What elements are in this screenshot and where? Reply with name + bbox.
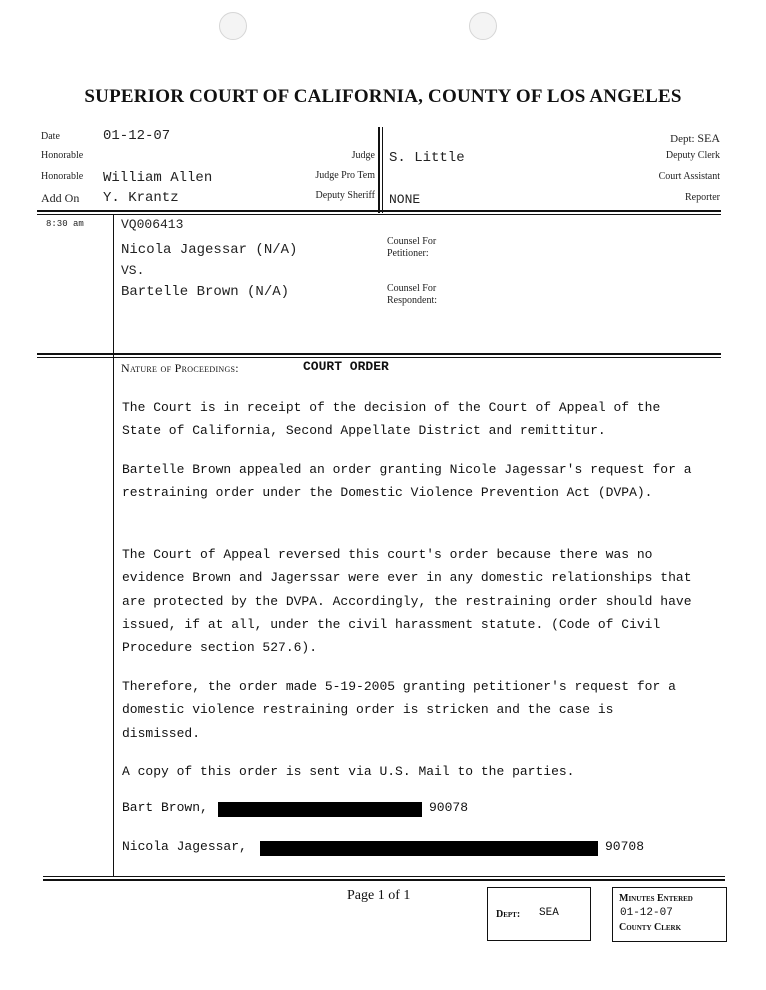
add-on-label: Add On xyxy=(41,191,80,205)
counsel-for-respondent xyxy=(387,283,437,307)
page-number: Page 1 of 1 xyxy=(347,888,411,903)
counsel-label: Petitioner: xyxy=(387,248,429,259)
dept-label: Dept: xyxy=(670,133,695,145)
footer-dept-value: SEA xyxy=(539,907,559,919)
punch-hole-left xyxy=(219,12,247,40)
recipient-zip: 90078 xyxy=(429,800,469,815)
county-clerk-label: County Clerk xyxy=(619,922,682,933)
minutes-entered-label: Minutes Entered xyxy=(619,893,693,904)
minutes-entered-date: 01-12-07 xyxy=(620,907,673,919)
court-title: SUPERIOR COURT OF CALIFORNIA, COUNTY OF LOS ANGELES xyxy=(84,86,682,107)
order-paragraph: Therefore, the order made 5-19-2005 granting petitioner's request for a domestic violence restraining order is stricken and the case is dismissed. xyxy=(122,679,676,741)
reporter-label: Reporter xyxy=(685,192,720,203)
proceedings-type: COURT ORDER xyxy=(303,359,389,374)
case-number: VQ006413 xyxy=(121,217,184,232)
rule xyxy=(43,876,725,877)
counsel-label: Counsel For xyxy=(387,283,437,294)
honorable-label: Honorable xyxy=(41,171,84,182)
counsel-label: Counsel For xyxy=(387,236,437,247)
judge-label: Judge xyxy=(351,150,375,161)
respondent-name: Bartelle Brown (N/A) xyxy=(121,284,290,300)
judge-value: S. Little xyxy=(389,150,465,166)
deputy-sheriff-label: Deputy Sheriff xyxy=(315,190,375,201)
order-paragraph: The Court of Appeal reversed this court's order because there was no evidence Brown and Jagerssar were ever in any domestic relationships that are protected by the DVPA. Accordingly, the restraining order should have issued, if at all, under the civil harassment statute. (Code of Civil Procedure section 527.6). xyxy=(122,547,692,656)
recipient-name: Bart Brown, xyxy=(122,800,208,815)
court-assistant-label: Court Assistant xyxy=(658,171,720,182)
order-paragraph: A copy of this order is sent via U.S. Mail to the parties. xyxy=(122,764,575,779)
rule xyxy=(37,353,721,355)
recipient-zip: 90708 xyxy=(605,839,645,854)
order-paragraph: Bartelle Brown appealed an order granting Nicole Jagessar's request for a restraining order under the Domestic Violence Prevention Act (DVPA). xyxy=(122,462,692,501)
redacted-address xyxy=(260,841,598,856)
redacted-address xyxy=(218,802,422,817)
dept-value: SEA xyxy=(697,131,720,145)
punch-hole-right xyxy=(469,12,497,40)
margin-line xyxy=(113,215,114,877)
date-label: Date xyxy=(41,131,60,142)
rule xyxy=(43,879,725,881)
rule xyxy=(37,210,721,212)
deputy-sheriff-value: NONE xyxy=(389,192,421,207)
counsel-label: Respondent: xyxy=(387,295,437,306)
versus: VS. xyxy=(121,263,145,278)
case-time: 8:30 am xyxy=(46,219,84,229)
dept-field xyxy=(670,131,720,146)
judge-pro-tem-label: Judge Pro Tem xyxy=(315,170,375,181)
date-value: 01-12-07 xyxy=(103,128,171,144)
petitioner-name: Nicola Jagessar (N/A) xyxy=(121,242,298,258)
rule xyxy=(37,357,721,358)
header-divider xyxy=(382,127,383,213)
judge-pro-tem-value: William Allen xyxy=(103,170,213,186)
order-paragraph: The Court is in receipt of the decision of the Court of Appeal of the State of California, Second Appellate District and remittitur. xyxy=(122,400,661,439)
honorable-label: Honorable xyxy=(41,150,84,161)
header-divider xyxy=(378,127,380,213)
add-on-value: Y. Krantz xyxy=(103,190,179,206)
proceedings-label: Nature of Proceedings: xyxy=(121,361,239,375)
recipient-name: Nicola Jagessar, xyxy=(122,839,247,854)
footer-dept-label: Dept: xyxy=(496,909,521,920)
rule xyxy=(37,214,721,215)
counsel-for-petitioner xyxy=(387,236,436,260)
deputy-clerk-label: Deputy Clerk xyxy=(665,150,720,161)
